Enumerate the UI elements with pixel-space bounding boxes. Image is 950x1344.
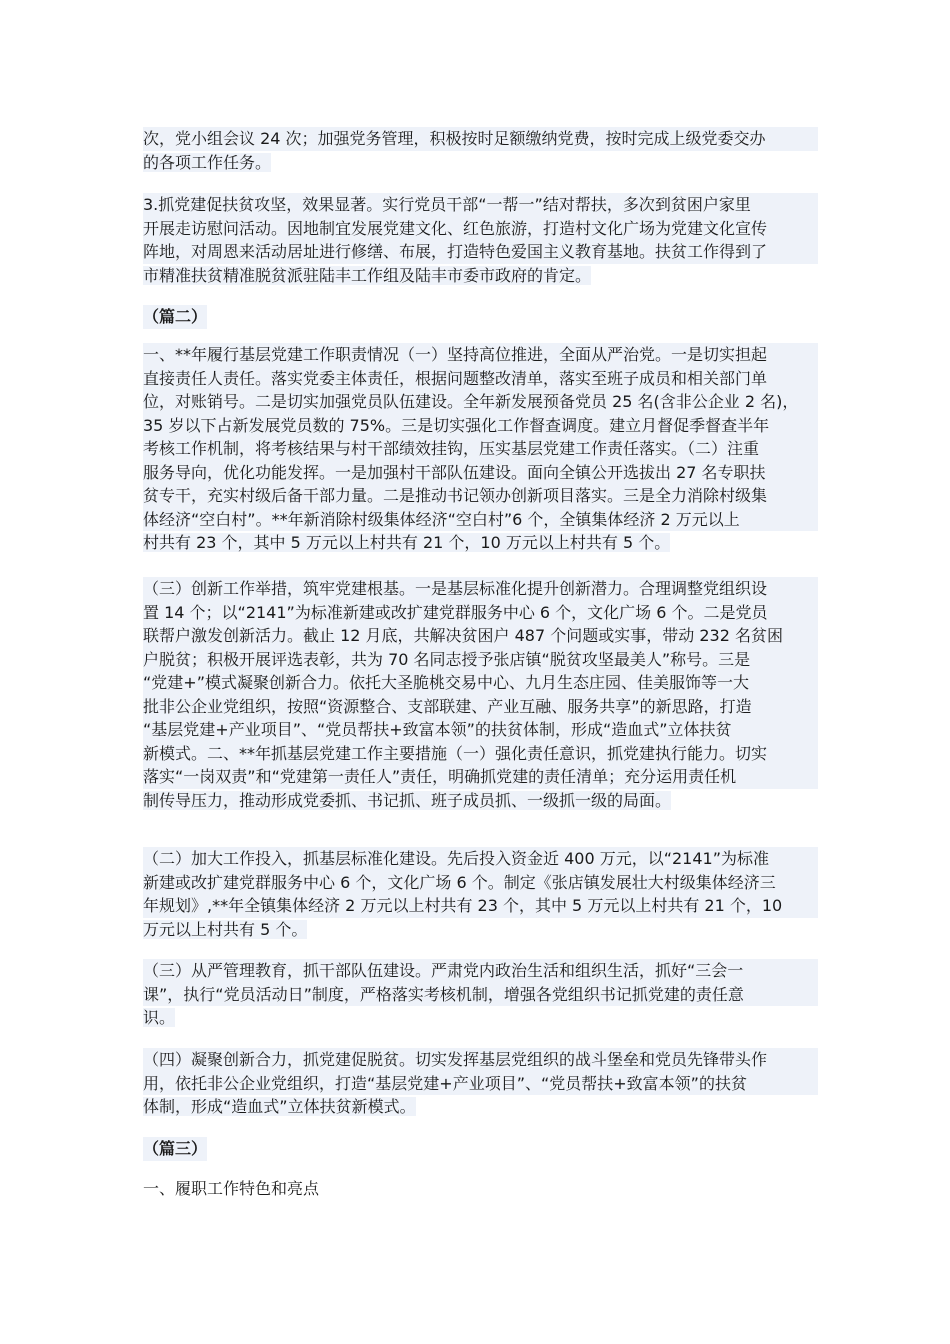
section-heading-2: （篇二）: [143, 305, 207, 329]
text-line: 位，对账销号。二是切实加强党员队伍建设。全年新发展预备党员 25 名(含非公企业 2 名)，: [143, 390, 818, 414]
text-line: （二）加大工作投入，抓基层标准化建设。先后投入资金近 400 万元，以“2141”为标准: [143, 847, 818, 871]
text-line: 直接责任人责任。落实党委主体责任，根据问题整改清单，落实至班子成员和相关部门单: [143, 367, 818, 391]
paragraph-6: [143, 959, 818, 1030]
text-line: 3.抓党建促扶贫攻坚，效果显著。实行党员干部“一帮一”结对帮扶，多次到贫困户家里: [143, 193, 818, 217]
paragraph-1: [143, 127, 818, 174]
text-line: （三）创新工作举措，筑牢党建根基。一是基层标准化提升创新潜力。合理调整党组织设: [143, 577, 818, 601]
text-line: 贫专干，充实村级后备干部力量。二是推动书记领办创新项目落实。三是全力消除村级集: [143, 484, 818, 508]
text-line: 联帮户激发创新活力。截止 12 月底，共解决贫困户 487 个问题或实事，带动 232 名贫困: [143, 624, 818, 648]
text-line: （四）凝聚创新合力，抓党建促脱贫。切实发挥基层党组织的战斗堡垒和党员先锋带头作: [143, 1048, 818, 1072]
text-line: 户脱贫；积极开展评选表彰，共为 70 名同志授予张店镇“脱贫攻坚最美人”称号。三是: [143, 648, 818, 672]
section-heading-3: （篇三）: [143, 1137, 207, 1161]
text-line: 新建或改扩建党群服务中心 6 个，文化广场 6 个。制定《张店镇发展壮大村级集体经济三: [143, 871, 818, 895]
text-line: 用，依托非公企业党组织，打造“基层党建+产业项目”、“党员帮扶+致富本领”的扶贫: [143, 1072, 818, 1096]
text-line: 批非公企业党组织，按照“资源整合、支部联建、产业互融、服务共享”的新思路，打造: [143, 695, 818, 719]
text-line: 35 岁以下占新发展党员数的 75%。三是切实强化工作督查调度。建立月督促季督查半年: [143, 414, 818, 438]
text-line: 市精准扶贫精准脱贫派驻陆丰工作组及陆丰市委市政府的肯定。: [143, 265, 592, 285]
text-line: 的各项工作任务。: [143, 152, 272, 172]
text-line: “基层党建+产业项目”、“党员帮扶+致富本领”的扶贫体制，形成“造血式”立体扶贫: [143, 718, 818, 742]
text-line: 体经济“空白村”。**年新消除村级集体经济“空白村”6 个，全镇集体经济 2 万元以上: [143, 508, 818, 532]
text-line: 服务导向，优化功能发挥。一是加强村干部队伍建设。面向全镇公开选拔出 27 名专职扶: [143, 461, 818, 485]
text-line: 制传导压力，推动形成党委抓、书记抓、班子成员抓、一级抓一级的局面。: [143, 790, 672, 810]
text-line: 置 14 个；以“2141”为标准新建或改扩建党群服务中心 6 个，文化广场 6 个。二是党员: [143, 601, 818, 625]
text-line: 落实“一岗双责”和“党建第一责任人”责任，明确抓党建的责任清单；充分运用责任机: [143, 765, 818, 789]
text-line: 课”，执行“党员活动日”制度，严格落实考核机制，增强各党组织书记抓党建的责任意: [143, 983, 818, 1007]
text-line: 识。: [143, 1008, 176, 1027]
text-line: 村共有 23 个，其中 5 万元以上村共有 21 个，10 万元以上村共有 5 个。: [143, 533, 671, 552]
text-line: 考核工作机制，将考核结果与村干部绩效挂钩，压实基层党建工作责任落实。（二）注重: [143, 437, 818, 461]
text-line: 阵地，对周恩来活动居址进行修缮、布展，打造特色爱国主义教育基地。扶贫工作得到了: [143, 240, 818, 264]
text-line: （三）从严管理教育，抓干部队伍建设。严肃党内政治生活和组织生活，抓好“三会一: [143, 959, 818, 983]
text-line: “党建+”模式凝聚创新合力。依托大圣脆桃交易中心、九月生态庄园、佳美服饰等一大: [143, 671, 818, 695]
subheading-text: 一、履职工作特色和亮点: [143, 1179, 320, 1198]
paragraph-3: [143, 343, 818, 555]
paragraph-2: [143, 193, 818, 287]
text-line: 次，党小组会议 24 次；加强党务管理，积极按时足额缴纳党费，按时完成上级党委交办: [143, 127, 818, 151]
text-line: 新模式。二、**年抓基层党建工作主要措施（一）强化责任意识，抓党建执行能力。切实: [143, 742, 818, 766]
text-line: 开展走访慰问活动。因地制宜发展党建文化、红色旅游，打造村文化广场为党建文化宣传: [143, 217, 818, 241]
text-line: 体制，形成“造血式”立体扶贫新模式。: [143, 1097, 416, 1116]
text-line: 一、**年履行基层党建工作职责情况（一）坚持高位推进，全面从严治党。一是切实担起: [143, 343, 818, 367]
paragraph-5: [143, 847, 818, 941]
paragraph-7: [143, 1048, 818, 1119]
text-line: 万元以上村共有 5 个。: [143, 919, 308, 939]
text-line: 年规划》,**年全镇集体经济 2 万元以上村共有 23 个，其中 5 万元以上村共有 21 个，10: [143, 894, 818, 918]
paragraph-4: [143, 577, 818, 812]
